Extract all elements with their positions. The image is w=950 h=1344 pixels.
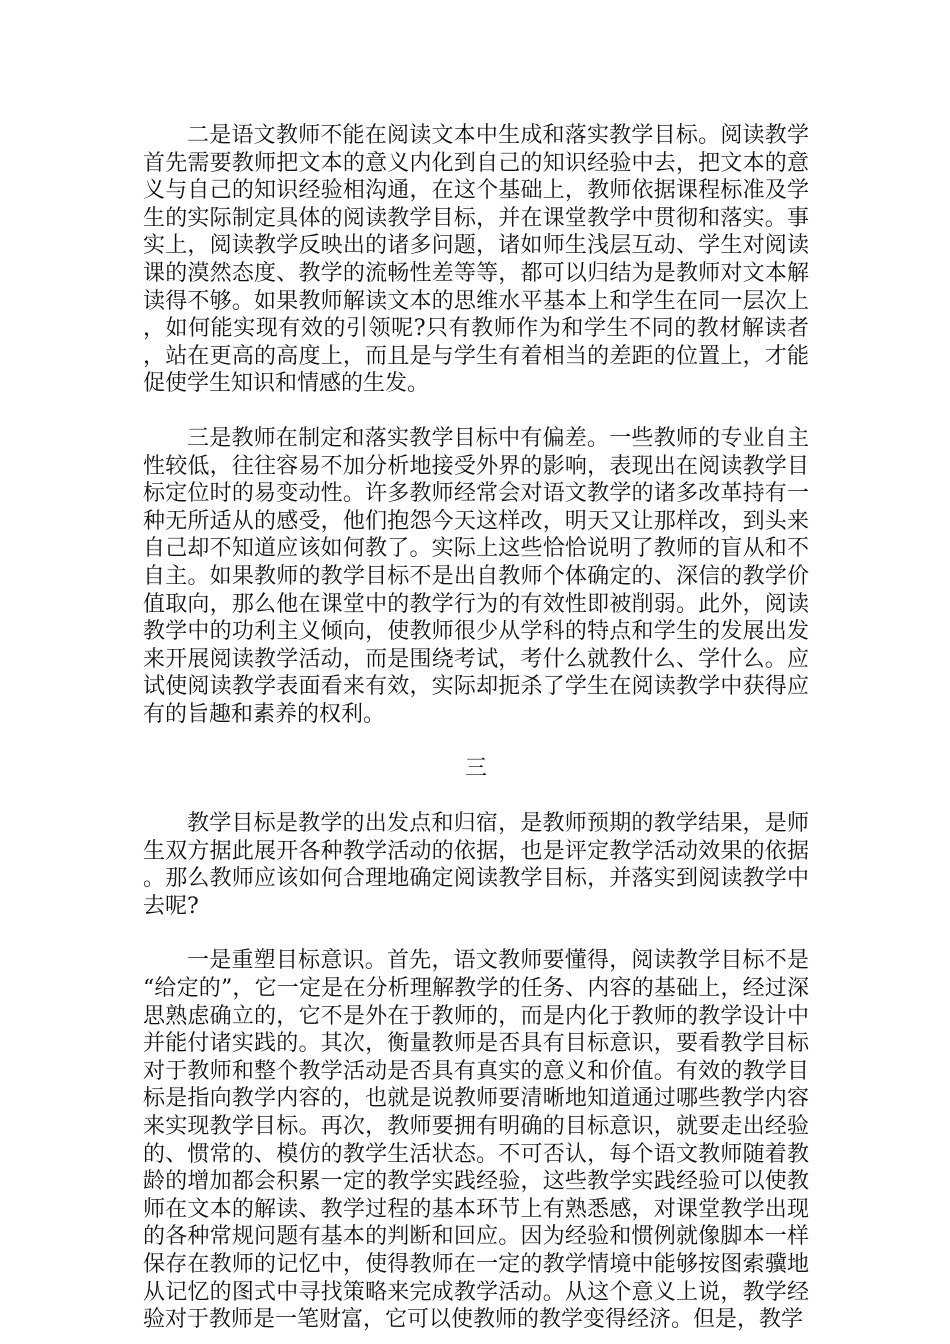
paragraph-point-three: 三是教师在制定和落实教学目标中有偏差。一些教师的专业自主性较低，往往容易不加分析地接受外界的影响，表现出在阅读教学目标定位时的易变动性。许多教师经常会对语文教学的诸多改革持有一种无所适从的感受，他们抱怨今天这样改，明天又让那样改，到头来自己却不知道应该如何教了。实际上这些恰恰说明了教师的盲从和不自主。如果教师的教学目标不是出自教师个体确定的、深信的教学价值取向，那么他在课堂中的教学行为的有效性即被削弱。此外，阅读教学中的功利主义倾向，使教师很少从学科的特点和学生的发展出发来开展阅读教学活动，而是围绕考试，考什么就教什么、学什么。应试使阅读教学表面看来有效，实际却扼杀了学生在阅读教学中获得应有的旨趣和素养的权利。 [143, 425, 809, 727]
paragraph-section-intro: 教学目标是教学的出发点和归宿，是教师预期的教学结果，是师生双方据此展开各种教学活动的依据，也是评定教学活动效果的依据。那么教师应该如何合理地确定阅读教学目标，并落实到阅读教学中去呢? [143, 811, 809, 919]
paragraph-point-two: 二是语文教师不能在阅读文本中生成和落实教学目标。阅读教学首先需要教师把文本的意义内化到自己的知识经验中去，把文本的意义与自己的知识经验相沟通，在这个基础上，教师依据课程标准及学生的实际制定具体的阅读教学目标，并在课堂教学中贯彻和落实。事实上，阅读教学反映出的诸多问题，诸如师生浅层互动、学生对阅读课的漠然态度、教学的流畅性差等等，都可以归结为是教师对文本解读得不够。如果教师解读文本的思维水平基本上和学生在同一层次上，如何能实现有效的引领呢?只有教师作为和学生不同的教材解读者，站在更高的高度上，而且是与学生有着相当的差距的位置上，才能促使学生知识和情感的生发。 [143, 123, 809, 397]
document-body [143, 122, 809, 1334]
section-heading: 三 [464, 756, 487, 782]
paragraph-point-one: 一是重塑目标意识。首先，语文教师要懂得，阅读教学目标不是“给定的”，它一定是在分析理解教学的任务、内容的基础上，经过深思熟虑确立的，它不是外在于教师的，而是内化于教师的教学设计中并能付诸实践的。其次，衡量教师是否具有目标意识，要看教学目标对于教师和整个教学活动是否具有真实的意义和价值。有效的教学目标是指向教学内容的，也就是说教师要清晰地知道通过哪些教学内容来实现教学目标。再次，教师要拥有明确的目标意识，就要走出经验的、惯常的、模仿的教学生活状态。不可否认，每个语文教师随着教龄的增加都会积累一定的教学实践经验，这些教学实践经验可以使教师在文本的解读、教学过程的基本环节上有熟悉感，对课堂教学出现的各种常规问题有基本的判断和回应。因为经验和惯例就像脚本一样保存在教师的记忆中，使得教师在一定的教学情境中能够按图索骥地从记忆的图式中寻找策略来完成教学活动。从这个意义上说，教学经验对于教师是一笔财富，它可以使教师的教学变得经济。但是，教学 [143, 948, 809, 1333]
